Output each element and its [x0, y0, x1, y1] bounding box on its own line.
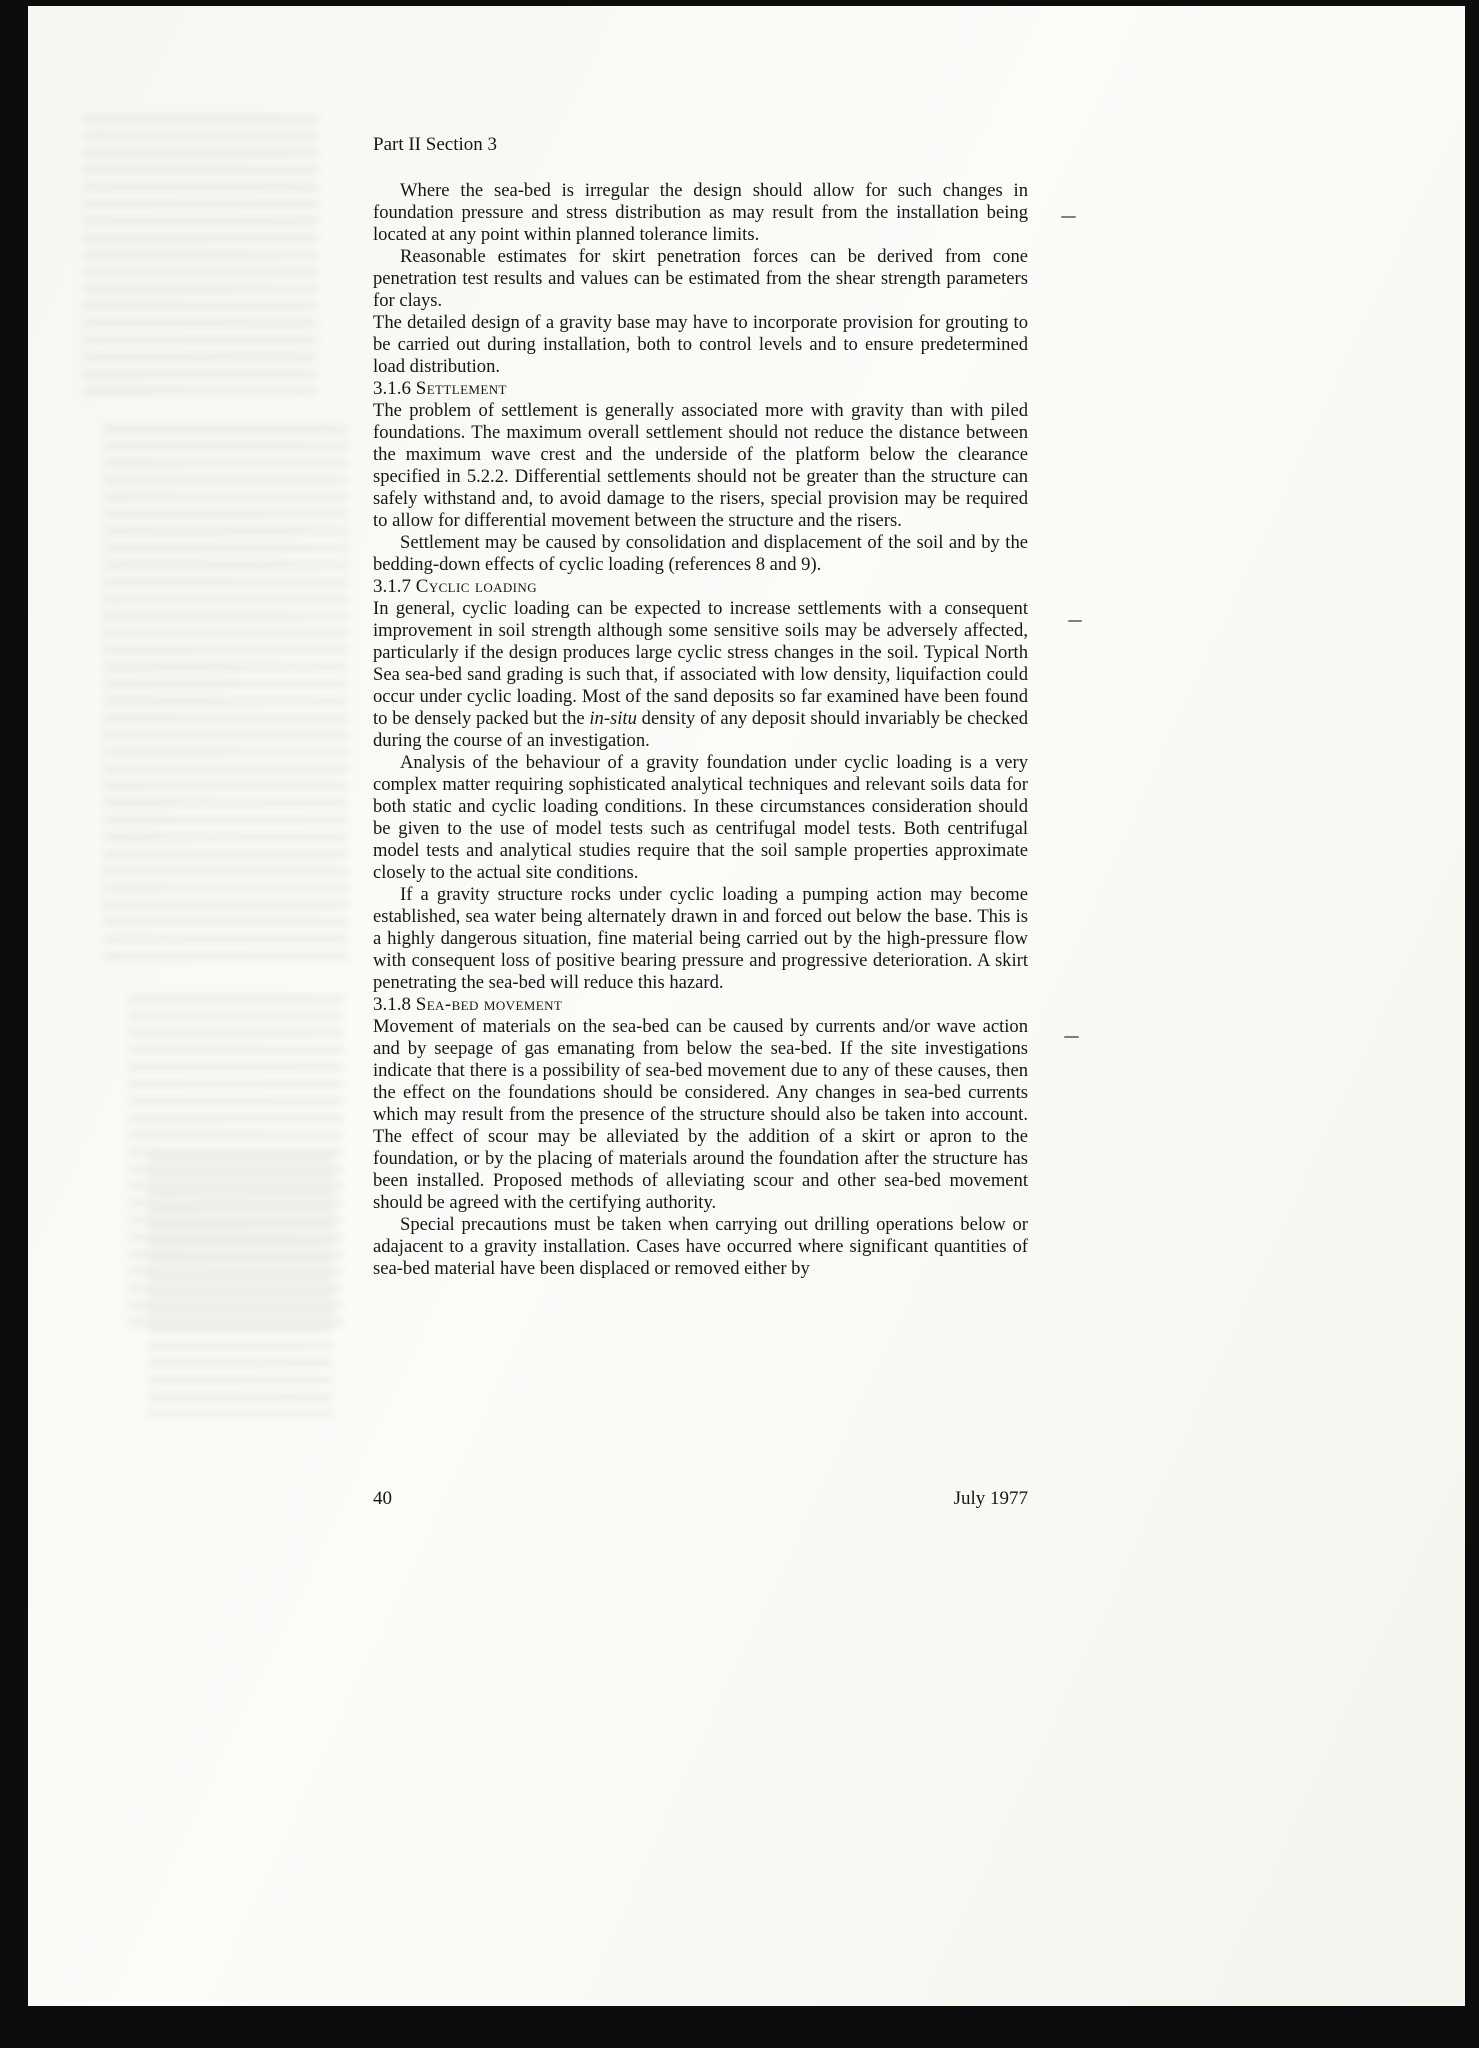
page-number: 40 [373, 1488, 392, 1509]
section-heading [373, 576, 1028, 598]
paragraph: If a gravity structure rocks under cyclic loading a pumping action may become established, sea water being alternately drawn in and forced out below the base. This is a highly dangerous situation, fine material being carried out by the high-pressure flow with consequent loss of positive bearing pressure and progressive deterioration. A skirt penetrating the sea-bed will reduce this hazard. [373, 884, 1028, 993]
footer-date: July 1977 [953, 1488, 1028, 1509]
document-body [373, 180, 1028, 1280]
scanned-page [28, 6, 1465, 2006]
bleed-through-smudge [128, 996, 343, 1326]
paragraph: Movement of materials on the sea-bed can be caused by currents and/or wave action and by seepage of gas emanating from below the sea-bed. If the site investigations indicate that there is a possibility of sea-bed movement due to any of these causes, then the effect on the foundations should be considered. Any changes in sea-bed currents which may result from the presence of the structure should also be taken into account. The effect of scour may be alleviated by the addition of a skirt or apron to the foundation, or by the placing of materials around the foundation after the structure has been installed. Proposed methods of alleviating scour and other sea-bed movement should be agreed with the certifying authority. [373, 1016, 1028, 1213]
text-column [373, 134, 1028, 1280]
paragraph: Analysis of the behaviour of a gravity foundation under cyclic loading is a very complex matter requiring sophisticated analytical techniques and relevant soils data for both static and cyclic loading conditions. In these circumstances consideration should be given to the use of model tests such as centrifugal model tests. Both centrifugal model tests and analytical studies require that the soil sample properties approximate closely to the actual site conditions. [373, 752, 1028, 883]
page-header: Part II Section 3 [373, 134, 498, 155]
paragraph: Reasonable estimates for skirt penetration forces can be derived from cone penetration test results and values can be estimated from the shear strength parameters for clays. [373, 246, 1028, 311]
bleed-through-smudge [83, 116, 318, 396]
page-footer [373, 1488, 1028, 1510]
bleed-through-smudge [103, 426, 348, 966]
paragraph: The problem of settlement is generally associated more with gravity than with piled foundations. The maximum overall settlement should not reduce the distance between the maximum wave crest and the underside of the platform below the clearance specified in 5.2.2. Differential settlements should not be greater than the structure can safely withstand and, to avoid damage to the risers, special provision may be required to allow for differential movement between the structure and the risers. [373, 400, 1028, 531]
scan-artifact-dash [1068, 620, 1082, 622]
section-title: Settlement [415, 378, 507, 399]
paragraph: Special precautions must be taken when carrying out drilling operations below or adajacent to a gravity installation. Cases have occurred where significant quantities of sea-bed material have been displaced or removed either by [373, 1214, 1028, 1279]
section-number: 3.1.7 [373, 576, 416, 597]
paragraph: In general, cyclic loading can be expected to increase settlements with a consequent improvement in soil strength although some sensitive soils may be adversely affected, particularly if the design produces large cyclic stress changes in the soil. Typical North Sea sea-bed sand grading is such that, if associated with low density, liquifaction could occur under cyclic loading. Most of the sand deposits so far examined have been found to be densely packed but the in-situ density of any deposit should invariably be checked during the course of an investigation. [373, 598, 1028, 751]
scan-artifact-dash [1064, 1036, 1079, 1038]
paragraph: Settlement may be caused by consolidation and displacement of the soil and by the bedding-down effects of cyclic loading (references 8 and 9). [373, 532, 1028, 575]
section-heading [373, 378, 1028, 400]
section-number: 3.1.6 [373, 378, 416, 399]
paragraph: Where the sea-bed is irregular the design should allow for such changes in foundation pressure and stress distribution as may result from the installation being located at any point within planned tolerance limits. [373, 180, 1028, 245]
scan-artifact-dash [1061, 216, 1076, 218]
section-heading [373, 994, 1028, 1016]
section-title: Cyclic loading [415, 576, 537, 597]
paragraph: The detailed design of a gravity base may have to incorporate provision for grouting to be carried out during installation, both to control levels and to ensure predetermined load distribution. [373, 312, 1028, 377]
section-number: 3.1.8 [373, 994, 416, 1015]
section-title: Sea-bed movement [415, 994, 563, 1015]
bleed-through-smudge [148, 1156, 333, 1416]
